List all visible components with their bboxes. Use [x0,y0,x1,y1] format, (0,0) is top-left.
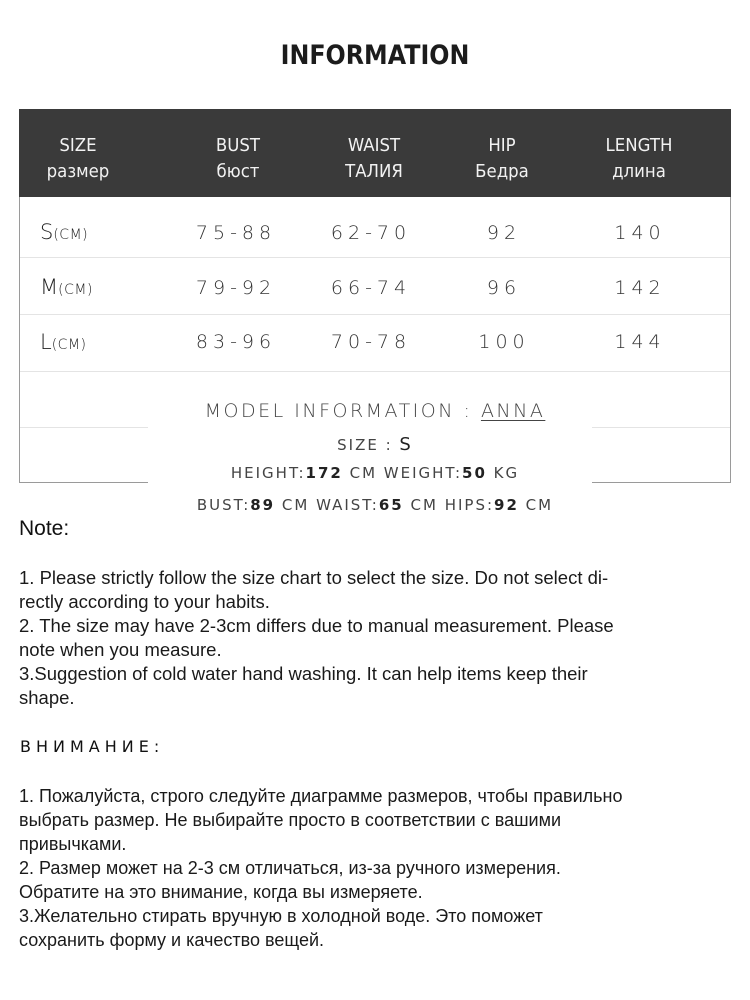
header-waist-en: WAIST [347,135,401,156]
cell-hip: 92 [486,222,522,244]
row-size-label: L(CM) [40,330,87,354]
ru-note-line: 2. Размер может на 2-3 см отличаться, из-за ручного измерения. [19,858,561,878]
header-bust [183,133,293,185]
header-hip-en: HIP [488,135,516,156]
header-length-en: LENGTH [605,135,673,156]
ru-note-line: 3.Желательно стирать вручную в холодной воде. Это поможет [19,906,543,926]
row-divider [20,371,730,372]
note-heading: Note: [19,517,70,540]
note-line: rectly according to your habits. [19,591,270,612]
header-hip-ru: Бедра [475,161,529,182]
note-line: 1. Please strictly follow the size chart to select the size. Do not select di- [19,567,609,588]
note-line: 3.Suggestion of cold water hand washing. It can help items keep their [19,663,588,684]
header-hip [447,133,557,185]
ru-note-line: 1. Пожалуйста, строго следуйте диаграмме размеров, чтобы правильно [19,786,623,806]
header-waist-ru: ТАЛИЯ [345,161,403,182]
ru-note-line: выбрать размер. Не выбирайте просто в соответствии с вашими [19,810,562,830]
ru-note-line: сохранить форму и качество вещей. [19,930,325,950]
header-length-ru: длина [612,161,666,182]
row-divider [20,314,730,315]
cell-bust: 79-92 [195,277,277,299]
ru-note-line: Обратите на это внимание, когда вы измеряете. [19,882,423,902]
row-size-label: M(CM) [40,275,93,299]
cell-hip: 100 [478,331,530,353]
ru-note-text [19,784,731,952]
note-line: note when you measure. [19,639,222,660]
cell-waist: 62-70 [330,222,412,244]
header-length [584,133,694,185]
header-bust-en: BUST [215,135,261,156]
header-bust-ru: бюст [216,161,260,182]
model-size: SIZE : S [337,434,413,455]
model-height-weight: HEIGHT:172 CM WEIGHT:50 KG [230,464,520,482]
note-line: 2. The size may have 2-3cm differs due to manual measurement. Please [19,615,614,636]
size-table-header [19,109,731,197]
cell-waist: 70-78 [330,331,412,353]
row-divider [20,257,730,258]
header-size [27,133,128,185]
cell-waist: 66-74 [330,277,412,299]
cell-length: 142 [614,277,666,299]
model-name: ANNA [480,400,546,422]
header-size-en: SIZE [59,135,97,156]
note-line: shape. [19,687,75,708]
cell-length: 140 [614,222,666,244]
page-title: INFORMATION [280,40,470,71]
model-info-title: MODEL INFORMATION : ANNA [204,400,546,422]
row-size-label: S(CM) [40,220,89,244]
ru-note-line: привычками. [19,834,127,854]
model-measurements: BUST:89 CM WAIST:65 CM HIPS:92 CM [196,496,554,514]
cell-hip: 96 [486,277,522,299]
cell-length: 144 [614,331,666,353]
header-size-ru: размер [46,161,110,182]
cell-bust: 75-88 [195,222,277,244]
cell-bust: 83-96 [195,331,277,353]
note-text [19,566,731,710]
header-waist [319,133,429,185]
ru-note-heading: ВНИМАНИЕ: [20,737,165,756]
